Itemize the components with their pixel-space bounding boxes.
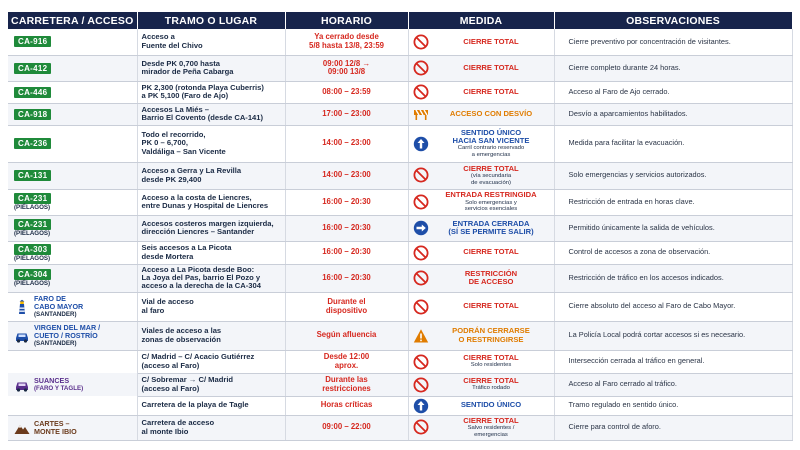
road-badge: CA-231 [14,193,51,204]
road-cell [8,321,137,350]
measure-cell [408,215,554,241]
measure-text: RESTRICCIÓN DE ACCESO [464,268,518,286]
measure-note: Tráfico rodado [472,385,510,392]
place-cell [137,415,285,440]
place-text: Seis accesos a La Picota desde Mortera [141,243,232,261]
location-name: VIRGEN DEL MAR / CUETO / ROSTRÍO [34,322,101,340]
place-text: Acceso a Gerra y La Revilla desde PK 29,400 [141,166,242,184]
place-text: Viales de acceso a las zonas de observación [141,326,222,344]
time-cell [285,241,408,264]
place-cell [137,215,285,241]
observation-cell: Tramo regulado en sentido único. [554,396,792,415]
header-measure: MEDIDA [408,12,554,29]
observation-cell: Restricción de tráfico en los accesos indicados. [554,264,792,292]
measure-text [433,129,550,159]
measure-text: CIERRE TOTAL [463,36,519,46]
measure-cell [408,264,554,292]
time-cell [285,189,408,215]
table-row [8,415,792,440]
observation-cell: Permitido únicamente la salida de vehículos. [554,215,792,241]
place-text: Accesos costeros margen izquierda, dirección Liencres – Santander [141,218,274,236]
no-entry-icon [413,419,429,435]
table-row [8,189,792,215]
measure-cell [408,55,554,81]
table-row [8,55,792,81]
road-badge: CA-231 [14,219,51,230]
road-district: (PIÉLAGOS) [14,280,51,287]
place-cell [137,29,285,55]
measure-text: PODRÁN CERRARSE O RESTRINGIRSE [452,326,530,344]
table-row [8,350,792,373]
location-district: (FARO Y TAGLE) [34,384,84,392]
measure-text: CIERRE TOTAL [463,86,519,96]
road-cell [8,215,137,241]
time-text: 09:00 12/8 → 09:00 13/8 [322,58,371,76]
time-cell [285,103,408,125]
place-text: Acceso a la costa de Liencres, entre Dunas y Hospital de Liencres [141,192,269,210]
no-entry-icon [413,299,429,315]
measure-note: Solo residentes [470,362,512,369]
location-label [34,377,83,393]
location-label [34,295,83,319]
location-name: SUANCES [34,375,70,385]
place-cell [137,125,285,162]
time-text: 16:00 – 20:30 [322,196,371,206]
place-cell [137,241,285,264]
road-badge: CA-916 [14,36,51,47]
road-cell [8,350,137,373]
measure-title: ENTRADA RESTRINGIDA [445,190,537,200]
time-text: 08:00 – 23:59 [322,86,371,96]
header-time: HORARIO [285,12,408,29]
mountain-icon [14,420,30,436]
road-district: (PIÉLAGOS) [14,254,51,262]
time-text: 16:00 – 20:30 [322,272,371,282]
time-cell [285,321,408,350]
time-text: Durante el dispositivo [325,297,368,315]
measure-text [433,354,550,369]
arrow-right-icon [413,220,429,236]
road-cell [8,103,137,125]
time-cell [285,373,408,396]
road-badge: CA-303 [14,244,51,255]
road-badge: CA-304 [14,269,51,280]
measure-cell [408,125,554,162]
place-text: Carretera de acceso al monte Ibio [141,418,215,436]
measure-note: Solo emergencias y servicios esenciales [464,199,518,213]
time-text: 14:00 – 23:00 [322,138,371,148]
no-entry-icon [413,270,429,286]
place-text: Todo el recorrido, PK 0 – 6,700, Valdáliga – San Vicente [141,130,226,156]
no-entry-icon [413,194,429,210]
time-cell [285,29,408,55]
measure-cell [408,415,554,440]
no-entry-icon [413,34,429,50]
no-entry-icon [413,84,429,100]
place-text: C/ Sobremar → C/ Madrid (acceso al Faro) [141,375,234,393]
time-text: Según afluencia [316,330,377,340]
place-cell [137,292,285,321]
location-name: FARO DE CABO MAYOR [34,293,84,311]
place-text: C/ Madrid – C/ Acacio Gutiérrez (acceso al Faro) [141,352,255,370]
time-cell [285,55,408,81]
measure-text: ACCESO CON DESVÍO [449,108,533,118]
table-row [8,241,792,264]
place-cell [137,373,285,396]
measure-note: (vía secundaria de evacuación) [470,173,512,186]
place-cell [137,321,285,350]
measure-text: CIERRE TOTAL [463,247,519,257]
warning-icon [413,328,429,344]
time-cell [285,162,408,189]
observation-cell: Cierre para control de aforo. [554,415,792,440]
measure-cell [408,103,554,125]
no-entry-icon [413,377,429,393]
measure-cell [408,189,554,215]
time-cell [285,415,408,440]
measure-text: CIERRE TOTAL [463,301,519,311]
no-entry-icon [413,354,429,370]
header-place: TRAMO O LUGAR [137,12,285,29]
place-text: Accesos La Miés – Barrio El Covento (desde CA-141) [141,104,264,122]
measure-note: Carril contrario reservado a emergencias [457,145,525,158]
table-row [8,321,792,350]
road-cell [8,81,137,103]
header-observations: OBSERVACIONES [554,12,792,29]
time-text: Desde 12:00 aprox. [323,352,370,370]
road-cell [8,292,137,321]
road-badge: CA-918 [14,109,51,120]
table-row [8,162,792,189]
time-text: 14:00 – 23:00 [322,170,371,180]
road-district: (PIÉLAGOS) [14,230,51,237]
no-entry-icon [413,60,429,76]
measure-text [433,417,550,438]
measure-title: CIERRE TOTAL [463,415,519,425]
observation-cell: Control de accesos a zona de observación. [554,241,792,264]
table-row [8,373,792,396]
observation-cell: Desvío a aparcamientos habilitados. [554,103,792,125]
time-text: 09:00 – 22:00 [322,422,371,432]
observation-cell: Cierre absoluto del acceso al Faro de Cabo Mayor. [554,292,792,321]
place-cell [137,81,285,103]
time-cell [285,215,408,241]
place-text: Carretera de la playa de Tagle [141,400,249,410]
measure-text [433,191,550,212]
measure-title: CIERRE TOTAL [463,376,519,386]
location-label [34,420,77,436]
car-icon [14,328,30,344]
measure-text: SENTIDO ÚNICO [460,400,522,410]
table-row [8,264,792,292]
road-badge: CA-236 [14,138,51,149]
location-district: (SANTANDER) [34,339,77,347]
place-cell [137,350,285,373]
car-icon [14,377,30,393]
measure-cell [408,350,554,373]
table-header-row [8,12,792,29]
time-text: 16:00 – 20:30 [322,247,371,257]
measure-text [433,377,550,392]
road-badge: CA-412 [14,63,51,74]
time-cell [285,81,408,103]
road-cell [8,189,137,215]
observation-cell: Acceso al Faro cerrado al tráfico. [554,373,792,396]
place-text: Desde PK 0,700 hasta mirador de Peña Cabarga [141,58,234,76]
road-badge: CA-131 [14,170,51,181]
time-text: 17:00 – 23:00 [322,108,371,118]
location-district: (SANTANDER) [34,310,77,318]
observation-cell: La Policía Local podrá cortar accesos si es necesario. [554,321,792,350]
measure-title: CIERRE TOTAL [463,353,519,363]
table-row [8,125,792,162]
one-way-up-icon [413,136,429,152]
observation-cell: Medida para facilitar la evacuación. [554,125,792,162]
measure-note: Salvo residentes / emergencias [467,425,515,438]
measure-cell [408,241,554,264]
place-text: Acceso a Fuente del Chivo [141,32,203,50]
measure-text: CIERRE TOTAL [463,62,519,72]
measure-title: SENTIDO ÚNICO HACIA SAN VICENTE [452,127,530,145]
time-text: Horas críticas [320,400,373,410]
observation-cell: Acceso al Faro de Ajo cerrado. [554,81,792,103]
detour-barrier-icon [413,106,429,122]
road-cell [8,29,137,55]
measure-cell [408,81,554,103]
measure-cell [408,396,554,415]
place-text: Acceso a La Picota desde Boo: La Joya del Pas, barrio El Pozo y acceso a la derecha de la CA-304 [141,264,261,291]
road-district: (PIÉLAGOS) [14,204,51,211]
measure-cell [408,292,554,321]
time-text: Ya cerrado desde 5/8 hasta 13/8, 23:59 [309,32,384,50]
measure-cell [408,162,554,189]
observation-cell: Cierre completo durante 24 horas. [554,55,792,81]
road-cell [8,373,137,396]
table-row [8,103,792,125]
measure-cell [408,373,554,396]
place-text: PK 2,300 (rotonda Playa Cuberris) a PK 5,100 (Faro de Ajo) [141,82,264,100]
road-cell [8,125,137,162]
observation-cell: Solo emergencias y servicios autorizados. [554,162,792,189]
time-text: 16:00 – 20:30 [322,222,371,232]
table-row [8,81,792,103]
no-entry-icon [413,167,429,183]
time-cell [285,396,408,415]
observation-cell: Restricción de entrada en horas clave. [554,189,792,215]
observation-cell: Cierre preventivo por concentración de visitantes. [554,29,792,55]
location-name: CARTES – MONTE IBIO [34,418,77,436]
time-text: Durante las restricciones [322,375,371,393]
road-cell [8,415,137,440]
header-road: CARRETERA / ACCESO [8,12,137,29]
lighthouse-icon [14,299,30,315]
measure-title: CIERRE TOTAL [463,163,519,173]
road-cell [8,55,137,81]
road-cell [8,264,137,292]
place-cell [137,264,285,292]
place-cell [137,162,285,189]
road-cell [8,396,137,415]
time-cell [285,350,408,373]
place-cell [137,396,285,415]
measure-text [433,165,550,186]
road-cell [8,241,137,264]
measure-cell [408,29,554,55]
table-row [8,215,792,241]
one-way-up-icon [413,398,429,414]
no-entry-icon [413,245,429,261]
measure-cell [408,321,554,350]
table-row [8,292,792,321]
table-row [8,396,792,415]
observation-cell: Intersección cerrada al tráfico en general. [554,350,792,373]
place-cell [137,189,285,215]
time-cell [285,264,408,292]
time-cell [285,292,408,321]
place-text: Vial de acceso al faro [141,297,194,315]
table-row [8,29,792,55]
time-cell [285,125,408,162]
place-cell [137,103,285,125]
road-closures-table-container [8,12,792,441]
location-label [34,324,100,348]
road-closures-table [8,12,793,441]
road-badge: CA-446 [14,87,51,98]
road-cell [8,162,137,189]
place-cell [137,55,285,81]
measure-text: ENTRADA CERRADA (SÍ SE PERMITE SALIR) [448,218,534,236]
